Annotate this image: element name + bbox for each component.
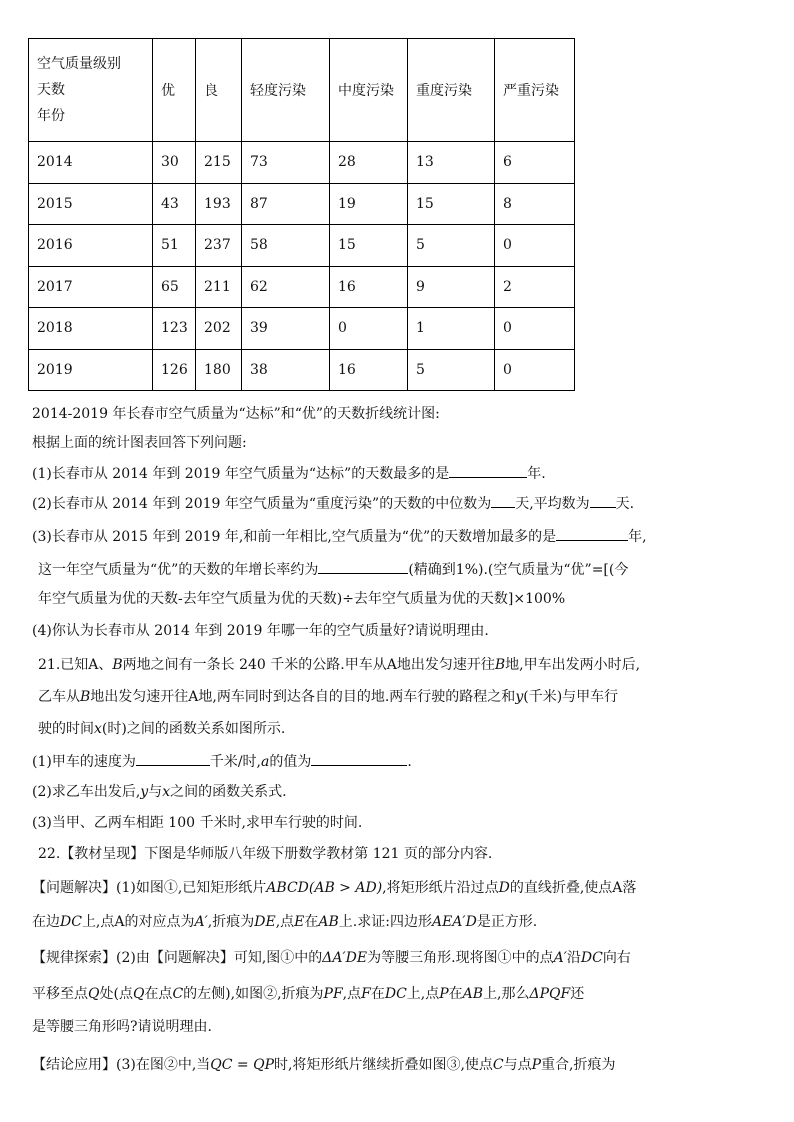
answer-blank[interactable]: [449, 463, 527, 478]
problem-22-part1-line1: 【问题解决】(1)如图①,已知矩形纸片ABCD(AB > AD),将矩形纸片沿过点D的直线折叠,使点A落: [32, 880, 637, 896]
problem-21-q2: (2)求乙车出发后,y与x之间的函数关系式.: [32, 784, 287, 800]
header-cell: 中度污染: [330, 39, 408, 142]
header-cell: 严重污染: [495, 39, 575, 142]
header-cell: 轻度污染: [242, 39, 330, 142]
header-cell: 优: [153, 39, 196, 142]
problem-22-part2-line1: 【规律探索】(2)由【问题解决】可知,图①中的ΔA′DE为等腰三角形.现将图①中的点A′沿DC向右: [32, 950, 631, 966]
table-row: 2014 30 215 73 28 13 6: [29, 142, 575, 184]
problem-22-part2-line2: 平移至点Q处(点Q在点C的左侧),如图②,折痕为PF,点F在DC上,点P在AB上,那么ΔPQF还: [32, 986, 585, 1002]
problem-21-q3: (3)当甲、乙两车相距 100 千米时,求甲车行驶的时间.: [32, 815, 363, 831]
question-3-line-2: 这一年空气质量为“优”的天数的年增长率约为 (精确到1%).(空气质量为“优”=[(今: [38, 559, 628, 580]
problem-22-part1-line2: 在边DC上,点A的对应点为A′,折痕为DE,点E在AB上.求证:四边形AEA′D是正方形.: [32, 914, 538, 930]
question-2: (2)长春市从 2014 年到 2019 年空气质量为“重度污染”的天数的中位数为 天,平均数为 天.: [32, 493, 634, 514]
table-row: 2017 65 211 62 16 9 2: [29, 266, 575, 308]
header-stack-cell: 空气质量级别 天数 年份: [29, 39, 153, 142]
table-row: 2016 51 237 58 15 5 0: [29, 225, 575, 267]
air-quality-table: [28, 38, 575, 391]
question-4: (4)你认为长春市从 2014 年到 2019 年哪一年的空气质量好?请说明理由.: [32, 623, 489, 639]
instruction: 根据上面的统计图表回答下列问题:: [32, 435, 247, 451]
table-row: 2015 43 193 87 19 15 8: [29, 183, 575, 225]
answer-blank[interactable]: [318, 559, 408, 574]
problem-22-part3-line1: 【结论应用】(3)在图②中,当QC = QP时,将矩形纸片继续折叠如图③,使点C与点P重合,折痕为: [32, 1057, 616, 1073]
answer-blank[interactable]: [311, 751, 407, 766]
question-3-line-3: 年空气质量为优的天数-去年空气质量为优的天数)÷去年空气质量为优的天数]×100%: [38, 591, 566, 607]
table-header-row: [29, 39, 575, 142]
problem-21-line-3: 驶的时间x(时)之间的函数关系如图所示.: [38, 721, 286, 737]
problem-21-q1: (1)甲车的速度为 千米/时,a的值为 .: [32, 751, 412, 772]
answer-blank[interactable]: [556, 526, 628, 541]
answer-blank[interactable]: [590, 493, 616, 508]
question-3-line-1: (3)长春市从 2015 年到 2019 年,和前一年相比,空气质量为“优”的天数增加最多的是 年,: [32, 526, 647, 547]
problem-21-line-1: 21.已知A、B两地之间有一条长 240 千米的公路.甲车从A地出发匀速开往B地,甲车出发两小时后,: [38, 657, 641, 673]
header-cell: 重度污染: [408, 39, 495, 142]
table-row: 2019 126 180 38 16 5 0: [29, 349, 575, 391]
chart-caption: 2014-2019 年长春市空气质量为“达标”和“优”的天数折线统计图:: [32, 406, 440, 422]
question-1: (1)长春市从 2014 年到 2019 年空气质量为“达标”的天数最多的是 年.: [32, 463, 546, 484]
problem-22-part2-line3: 是等腰三角形吗?请说明理由.: [32, 1019, 212, 1035]
answer-blank[interactable]: [491, 493, 515, 508]
header-cell: 良: [196, 39, 242, 142]
problem-22-intro: 22.【教材呈现】下图是华师版八年级下册数学教材第 121 页的部分内容.: [38, 846, 493, 862]
problem-21-line-2: 乙车从B地出发匀速开往A地,两车同时到达各自的目的地.两车行驶的路程之和y(千米)与甲车行: [38, 689, 619, 705]
table-row: 2018 123 202 39 0 1 0: [29, 308, 575, 350]
answer-blank[interactable]: [136, 751, 210, 766]
